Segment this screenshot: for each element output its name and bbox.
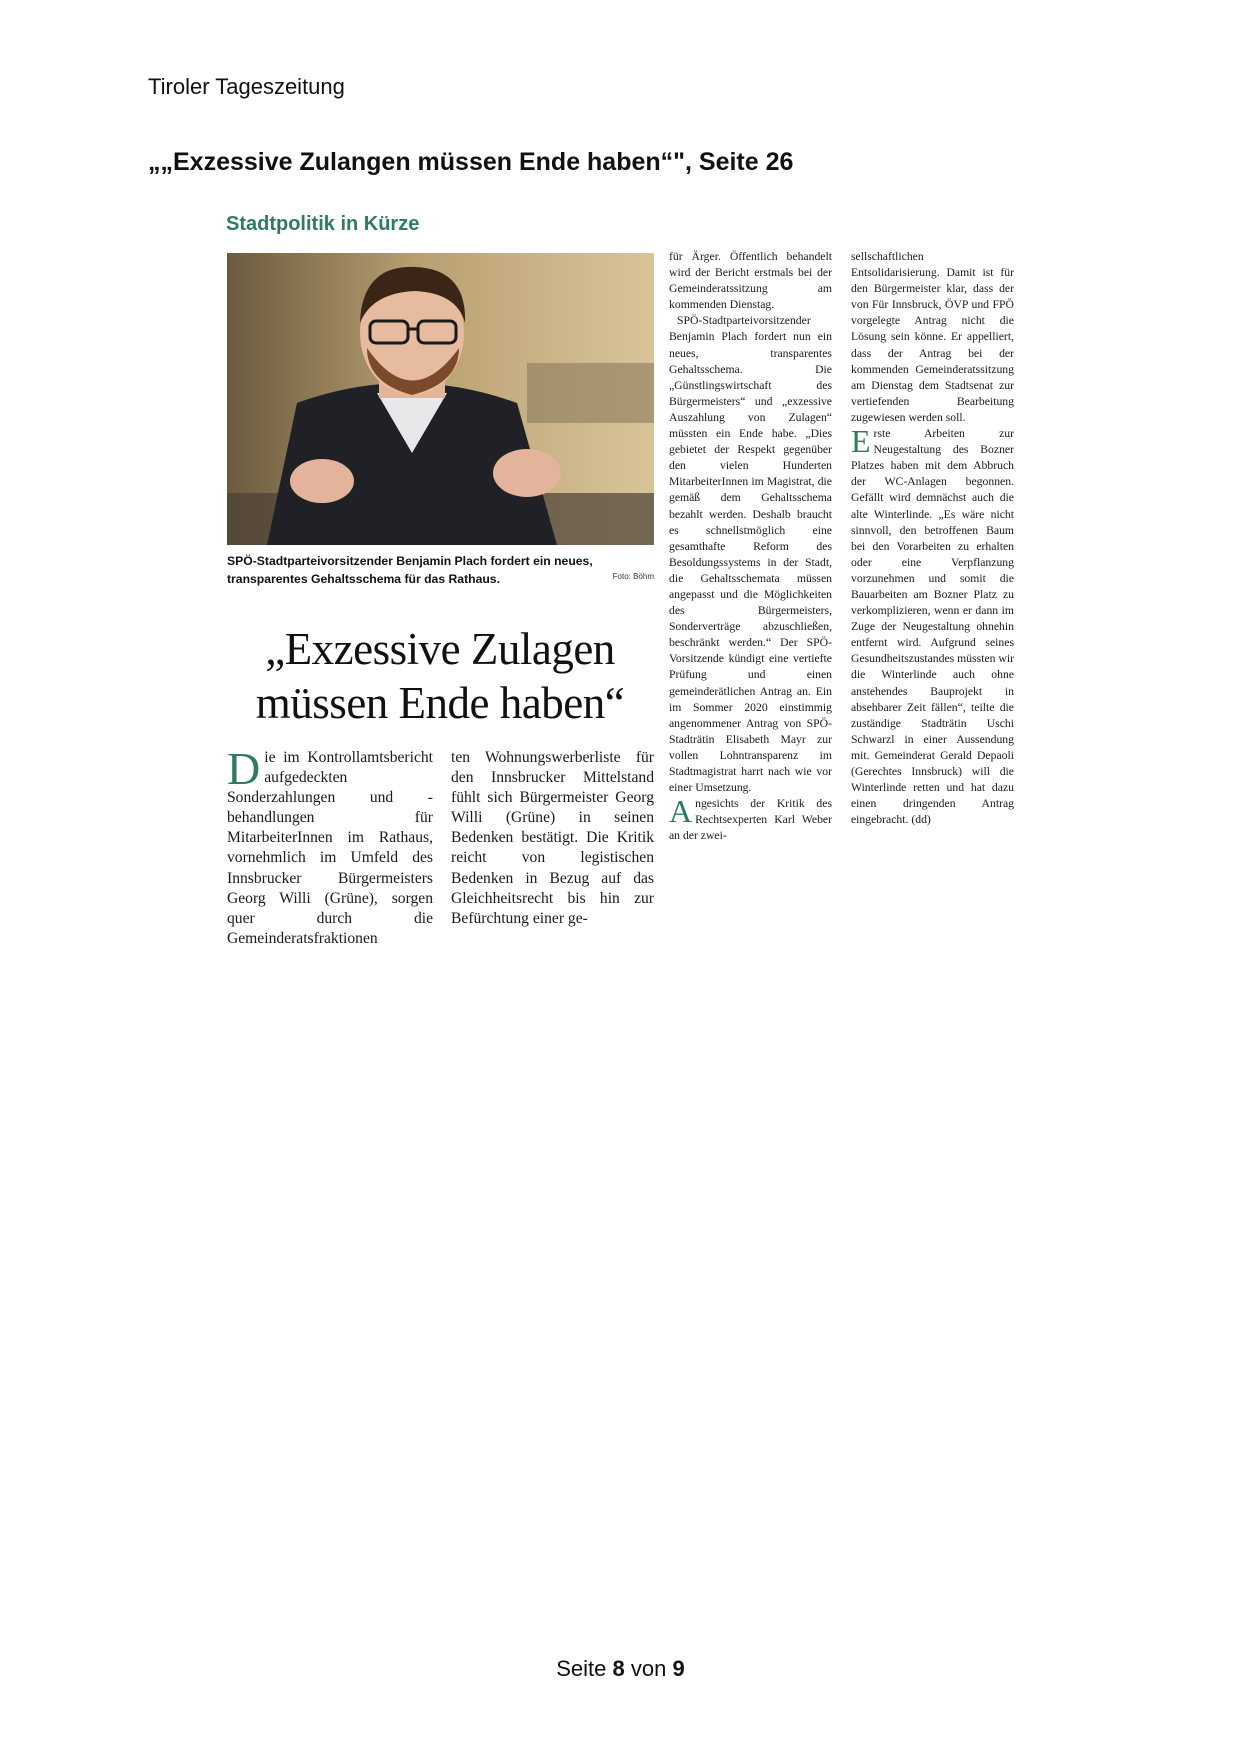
caption-text: SPÖ-Stadtparteivorsitzender Benjamin Plach fordert ein neues, transparentes Gehaltsschema für das Rathaus. — [227, 554, 593, 586]
footer-page-total: 9 — [672, 1656, 685, 1681]
headline-line-1: „Exzessive Zulagen — [265, 624, 615, 674]
speaker-photo-illustration — [227, 253, 654, 545]
page-footer — [0, 1656, 1241, 1682]
publication-name: Tiroler Tageszeitung — [148, 74, 345, 99]
dropcap: A — [669, 793, 693, 830]
article-column-4 — [851, 249, 1014, 828]
column-text: ie im Kontrollamtsbericht aufgedeckten Sonderzahlungen und -behandlungen für MitarbeiterInnen im Rathaus, vornehmlich im Umfeld des Innsbrucker Bürgermeisters Georg Willi (Grüne), sorgen quer durch die Gemeinderatsfraktionen — [227, 749, 433, 947]
article-column-2 — [451, 748, 654, 929]
footer-prefix: Seite — [556, 1656, 607, 1681]
headline-line-2: müssen Ende haben“ — [255, 678, 625, 728]
newspaper-clipping — [224, 210, 1020, 950]
footer-page-number: 8 — [612, 1656, 625, 1681]
column-paragraph: rste Arbeiten zur Neugestaltung des Bozner Platzes haben mit dem Abbruch der WC-Anlagen begonnen. Gefällt wird demnächst auch die alte Winterlinde. „Es wäre nicht sinnvoll, den betroffenen Baum bei den Vorarbeiten zu erhalten oder eine Verpflanzung vorzunehmen und somit die Bauarbeiten am Bozner Platz zu verkomplizieren, wenn er dann im Zuge der Neugestaltung ohnehin entfernt wird. Aufgrund seines Gesundheitszustandes müssten wir die Winterlinde auch ohne anstehendes Bauprojekt in absehbarer Zeit fällen“, teilte die zuständige Stadträtin Uschi Schwarzl in einer Aussendung mit. Gemeinderat Gerald Depaoli (Gerechtes Innsbruck) will die Winterlinde retten und hat dazu einen dringenden Antrag eingebracht. (dd) — [851, 427, 1014, 827]
column-paragraph: SPÖ-Stadtparteivorsitzender Benjamin Plach fordert nun ein neues, transparentes Gehaltsschema. Die „Günstlingswirtschaft des Bürgermeisters“ und „exzessive Auszahlung von Zulagen“ müssten ein Ende habe. „Dies gebietet der Respekt gegenüber den vielen Hunderten MitarbeiterInnen im Magistrat, die gemäß dem Gehaltsschema bezahlt werden. Deshalb braucht es schnellstmöglich eine gesamthafte Reform des Besoldungssystems in der Stadt, die Gehaltsschemata müssen angepasst und die Möglichkeiten des Bürgermeisters, Sonderverträge abzuschließen, beschränkt werden.“ Der SPÖ-Vorsitzende kündigt eine vertiefte Prüfung und einen gemeinderätlichen Antrag an. Ein im Sommer 2020 einstimmig angenommener Antrag von SPÖ-Stadträtin Elisabeth Mayr zur vollen Lohntransparenz im Stadtmagistrat harrt nach wie vor einer Umsetzung. — [669, 314, 832, 795]
article-column-1 — [227, 743, 433, 949]
photo-credit: Foto: Böhm — [612, 572, 654, 581]
article-column-3 — [669, 249, 832, 844]
rubric-heading: Stadtpolitik in Kürze — [226, 213, 420, 235]
column-paragraph: ngesichts der Kritik des Rechtsexperten Karl Weber an der zwei- — [669, 797, 832, 843]
article-photo — [227, 253, 654, 545]
footer-middle: von — [630, 1656, 667, 1681]
column-paragraph: sellschaftlichen Entsolidarisierung. Damit ist für den Bürgermeister klar, dass der von Für Innsbruck, ÖVP und FPÖ vorgelegte Antrag nicht die Lösung sein könne. Er appelliert, dass der Antrag bei der kommenden Gemeinderatssitzung am Dienstag dem Stadtsenat zur vertiefenden Bearbeitung zugewiesen werden soll. — [851, 250, 1014, 424]
column-paragraph: für Ärger. Öffentlich behandelt wird der Bericht erstmals bei der Gemeinderatssitzung am kommenden Dienstag. — [669, 250, 832, 312]
photo-caption — [227, 552, 654, 588]
dropcap: E — [851, 423, 871, 460]
document-title: „„Exzessive Zulangen müssen Ende haben“", Seite 26 — [148, 148, 794, 176]
article-headline — [224, 622, 656, 730]
dropcap: D — [227, 743, 261, 794]
column-text: ten Wohnungswerberliste für den Innsbrucker Mittelstand fühlt sich Bürgermeister Georg Willi (Grüne) in seinen Bedenken bestätigt. Die Kritik reicht von legistischen Bedenken in Bezug auf das Gleichheitsrecht bis hin zur Befürchtung einer ge- — [451, 749, 654, 927]
